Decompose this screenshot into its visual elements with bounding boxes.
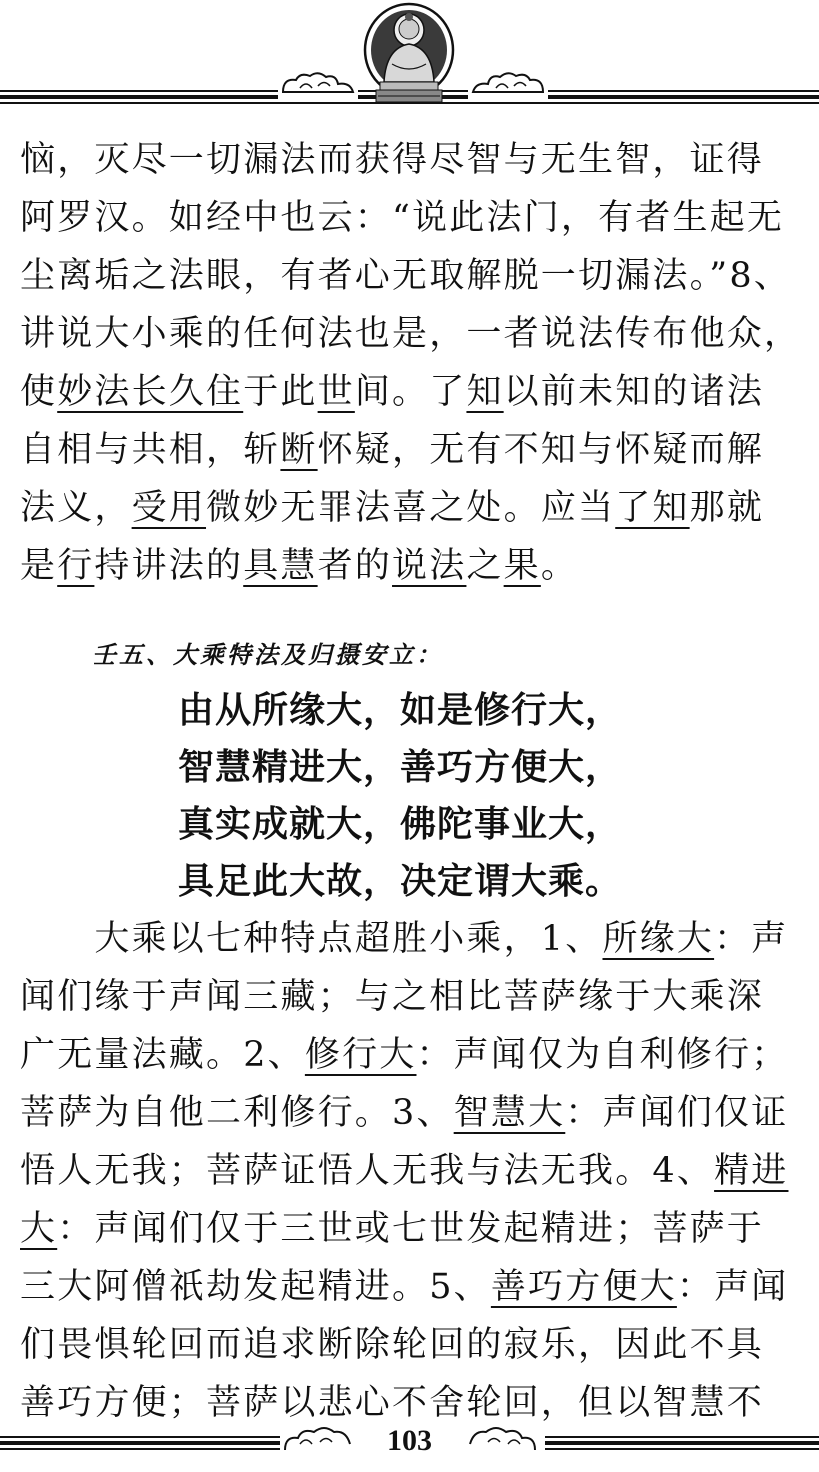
page-header — [0, 0, 819, 118]
text-line — [20, 1200, 810, 1258]
text-line — [20, 479, 810, 537]
text-run: ：声闻仅为自利修行； — [416, 1035, 789, 1075]
text-run: 广无量法藏。2、 — [20, 1035, 305, 1075]
underlined-term: 具慧 — [243, 546, 318, 586]
text-line — [20, 1026, 810, 1084]
underlined-term: 受用 — [131, 488, 207, 528]
verse-line: 由从所缘大，如是修行大， — [178, 690, 623, 731]
underlined-term: 修行大 — [304, 1035, 417, 1075]
text-run: 使 — [20, 372, 58, 412]
text-line — [20, 1316, 810, 1374]
text-line — [20, 189, 810, 247]
text-run: ：声 — [714, 919, 789, 959]
text-run: 持讲法的 — [94, 546, 244, 586]
text-line — [20, 305, 810, 363]
text-run: 菩萨为自他二利修行。3、 — [20, 1093, 454, 1133]
text-run: 尘离垢之法眼，有者心无取解脱一切漏法。”8、 — [20, 256, 792, 296]
text-line — [20, 247, 810, 305]
underlined-term: 知 — [466, 372, 504, 412]
text-run: 讲说大小乘的任何法也是，一者说法传布他众， — [20, 314, 802, 354]
text-run: 那就 — [689, 488, 765, 528]
text-line — [20, 537, 810, 595]
text-line — [20, 131, 810, 189]
text-run: 善巧方便；菩萨以悲心不舍轮回，但以智慧不 — [20, 1383, 765, 1423]
text-run: ：声闻 — [676, 1267, 789, 1307]
section-heading: 壬五、大乘特法及归摄安立： — [92, 641, 443, 669]
underlined-term: 世 — [317, 372, 355, 412]
cloud-right-icon — [468, 70, 548, 100]
text-line — [20, 363, 810, 421]
text-run: 阿罗汉。如经中也云：“说此法门，有者生起无 — [20, 198, 785, 238]
text-run: 大乘以七种特点超胜小乘，1、 — [20, 919, 603, 959]
text-run: 微妙无罪法喜之处。应当 — [206, 488, 616, 528]
text-run: ：声闻们仅证 — [565, 1093, 789, 1133]
top-paragraph — [20, 131, 810, 595]
text-run: 闻们缘于声闻三藏；与之相比菩萨缘于大乘深 — [20, 977, 765, 1017]
verse-line: 具足此大故，决定谓大乘。 — [178, 861, 623, 902]
text-line — [20, 1258, 810, 1316]
underlined-term: 了知 — [615, 488, 690, 528]
text-run: 自相与共相，斩 — [20, 430, 281, 470]
text-run: 。 — [540, 546, 579, 586]
text-run: 之 — [466, 546, 504, 586]
verse-block — [178, 682, 622, 910]
text-line — [20, 1142, 810, 1200]
text-run: 以前未知的诸法 — [503, 372, 765, 412]
text-run: 三大阿僧祇劫发起精进。5、 — [20, 1267, 491, 1307]
buddha-medallion-icon — [362, 2, 456, 106]
text-run: 悟人无我；菩萨证悟人无我与法无我。4、 — [20, 1151, 715, 1191]
text-line — [20, 421, 810, 479]
verse-line: 智慧精进大，善巧方便大， — [178, 747, 623, 788]
bottom-paragraph — [20, 910, 810, 1432]
underlined-term: 果 — [503, 546, 541, 586]
text-run: 们畏惧轮回而追求断除轮回的寂乐，因此不具 — [20, 1325, 765, 1365]
text-run: 恼，灭尽一切漏法而获得尽智与无生智，证得 — [20, 140, 765, 180]
verse-line: 真实成就大，佛陀事业大， — [178, 804, 623, 845]
underlined-term: 行 — [57, 546, 95, 586]
underlined-term: 妙法长久住 — [57, 372, 244, 412]
text-line — [20, 1084, 810, 1142]
text-run: 于此 — [243, 372, 318, 412]
text-line — [20, 968, 810, 1026]
underlined-term: 善巧方便大 — [490, 1267, 677, 1307]
text-run: 是 — [20, 546, 58, 586]
underlined-term: 大 — [20, 1209, 58, 1249]
underlined-term: 说法 — [392, 546, 467, 586]
underlined-term: 断 — [280, 430, 318, 470]
text-run: 者的 — [317, 546, 393, 586]
text-run: 法义， — [20, 488, 132, 528]
underlined-term: 所缘大 — [602, 919, 715, 959]
text-run: 怀疑，无有不知与怀疑而解 — [317, 430, 765, 470]
cloud-left-icon — [278, 70, 358, 100]
text-line — [20, 910, 810, 968]
underlined-term: 精进 — [714, 1151, 789, 1191]
text-run: 间。了 — [354, 372, 467, 412]
underlined-term: 智慧大 — [453, 1093, 566, 1133]
text-run: ：声闻们仅于三世或七世发起精进；菩萨于 — [57, 1209, 765, 1249]
page-number: 103 — [387, 1424, 432, 1457]
